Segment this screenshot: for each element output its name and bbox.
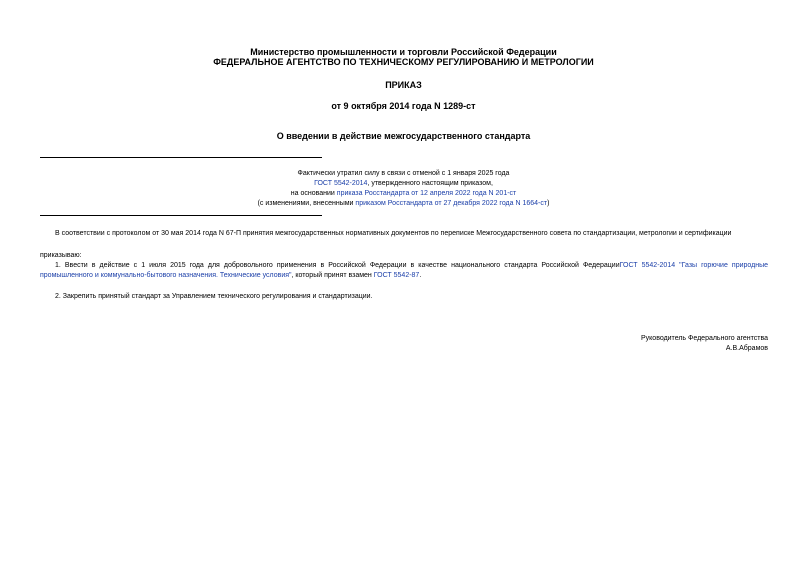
document-subject: О введении в действие межгосударственного стандарта <box>276 131 531 141</box>
item-1-text: 1. Ввести в действие с 1 июля 2015 года для добровольного применения в Российской Федерации в качестве национального стандарта Российской Федерации <box>55 262 620 269</box>
agency-name: ФЕДЕРАЛЬНОЕ АГЕНТСТВО ПО ТЕХНИЧЕСКОМУ РЕГУЛИРОВАНИЮ И МЕТРОЛОГИИ <box>213 57 594 67</box>
gost-5542-2014-link[interactable]: ГОСТ 5542-2014 <box>314 180 368 187</box>
separator-bottom <box>40 215 322 216</box>
order-201-link[interactable]: приказа Росстандарта от 12 апреля 2022 года N 201-ст <box>336 190 517 197</box>
notice-line-3 <box>0 189 807 199</box>
item-1-mid-text: , который принят взамен <box>291 272 374 279</box>
notice-line-1: Фактически утратил силу в связи с отменой с 1 января 2025 года <box>297 170 510 177</box>
preamble-paragraph: В соответствии с протоколом от 30 мая 2014 года N 67-П принятия межгосударственных нормативных документов по переписке Межгосударственного совета по стандартизации, метрологии и сертификации <box>55 230 732 237</box>
order-word: приказываю: <box>40 252 82 259</box>
item-1-end: . <box>419 272 422 279</box>
ministry-name: Министерство промышленности и торговли Российской Федерации <box>250 47 557 57</box>
separator-top <box>40 157 322 158</box>
document-date: от 9 октября 2014 года N 1289-ст <box>331 101 476 111</box>
notice-line-3-text: на основании <box>290 190 337 197</box>
notice-line-2 <box>0 179 807 189</box>
gost-5542-2014-title-link[interactable]: ГОСТ 5542-2014 "Газы горючие природные промышленного и коммунально-бытового назначения. Технические условия" <box>40 262 769 279</box>
notice-line-2-text: , утвержденного настоящим приказом, <box>367 180 493 187</box>
notice-line-4-close: ) <box>547 200 550 207</box>
notice-line-4-text: (с изменениями, внесенными <box>257 200 356 207</box>
order-1664-link[interactable]: приказом Росстандарта от 27 декабря 2022 года N 1664-ст <box>355 200 548 207</box>
item-1-paragraph <box>40 261 768 281</box>
signature-position: Руководитель Федерального агентства <box>640 335 768 342</box>
notice-line-4 <box>0 199 807 209</box>
gost-5542-87-link[interactable]: ГОСТ 5542-87 <box>373 272 420 279</box>
signature-name: А.В.Абрамов <box>725 345 768 352</box>
document-type: ПРИКАЗ <box>385 80 422 90</box>
item-2-paragraph: 2. Закрепить принятый стандарт за Управлением технического регулирования и стандартизации. <box>55 293 373 300</box>
